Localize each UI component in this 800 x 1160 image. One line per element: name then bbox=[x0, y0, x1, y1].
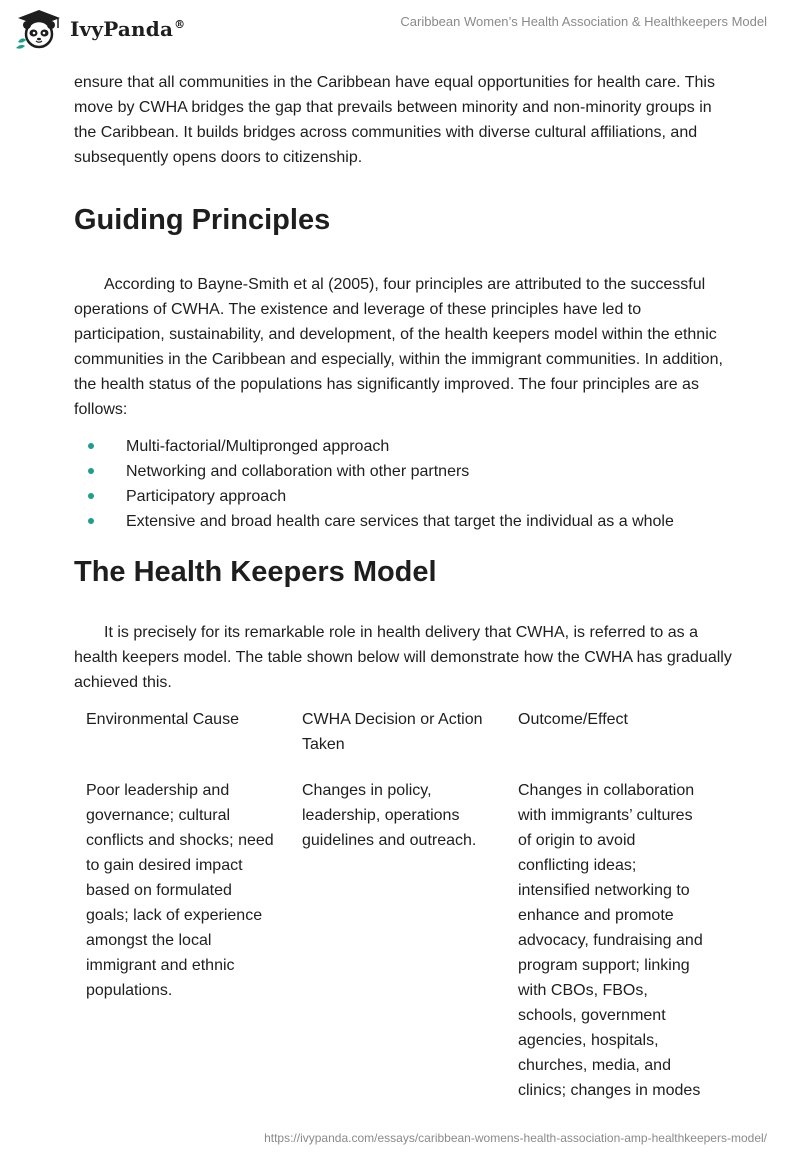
list-item: Participatory approach bbox=[74, 484, 734, 509]
health-keepers-heading: The Health Keepers Model bbox=[74, 556, 437, 588]
table-header-outcome: Outcome/Effect bbox=[518, 711, 628, 728]
bullet-dot-icon bbox=[88, 493, 94, 499]
list-item: Multi-factorial/Multipronged approach bbox=[74, 434, 734, 459]
document-title: Caribbean Women’s Health Association & Healthkeepers Model bbox=[400, 14, 767, 29]
bullet-dot-icon bbox=[88, 468, 94, 474]
source-url[interactable]: https://ivypanda.com/essays/caribbean-womens-health-association-amp-healthkeepers-model/ bbox=[264, 1131, 767, 1145]
brand-name: IvyPanda® bbox=[70, 17, 186, 41]
guiding-principles-paragraph: According to Bayne-Smith et al (2005), four principles are attributed to the successful operations of CWHA. The existence and leverage of these principles have led to participation, sustainability, and development, of the health keepers model within the ethnic communities in the Caribbean and especially, within the immigrant communities. In addition, the health status of the populations has significantly improved. The four principles are as follows: bbox=[74, 276, 723, 418]
list-item: Extensive and broad health care services that target the individual as a whole bbox=[74, 509, 734, 534]
principles-list bbox=[74, 434, 734, 534]
intro-paragraph: ensure that all communities in the Caribbean have equal opportunities for health care. This move by CWHA bridges the gap that prevails between minority and non-minority groups in the Caribbean. It builds bridges across communities with diverse cultural affiliations, and subsequently opens doors to citizenship. bbox=[74, 74, 715, 166]
guiding-principles-heading: Guiding Principles bbox=[74, 204, 331, 236]
table-header-cause: Environmental Cause bbox=[86, 711, 239, 728]
table-cell-cause: Poor leadership and governance; cultural conflicts and shocks; need to gain desired impact based on formulated goals; lack of experience amongst the local immigrant and ethnic populations. bbox=[86, 782, 274, 999]
bullet-dot-icon bbox=[88, 518, 94, 524]
health-keepers-paragraph: It is precisely for its remarkable role in health delivery that CWHA, is referred to as a health keepers model. The table shown below will demonstrate how the CWHA has gradually achieved this. bbox=[74, 624, 732, 691]
model-table bbox=[74, 703, 734, 1107]
table-cell-outcome: Changes in collaboration with immigrants’ cultures of origin to avoid conflicting ideas; intensified networking to enhance and promote advocacy, fundraising and program support; linking with CBOs, FBOs, schools, government agencies, hospitals, churches, media, and clinics; changes in modes bbox=[518, 782, 703, 1099]
panda-graduate-icon bbox=[14, 8, 64, 50]
table-cell-action: Changes in policy, leadership, operations guidelines and outreach. bbox=[302, 782, 477, 849]
page-header bbox=[0, 0, 800, 60]
table-header-action: CWHA Decision or Action Taken bbox=[302, 711, 483, 753]
list-item: Networking and collaboration with other partners bbox=[74, 459, 734, 484]
bullet-dot-icon bbox=[88, 443, 94, 449]
ivypanda-logo[interactable] bbox=[14, 8, 185, 50]
essay-content bbox=[74, 70, 734, 1107]
